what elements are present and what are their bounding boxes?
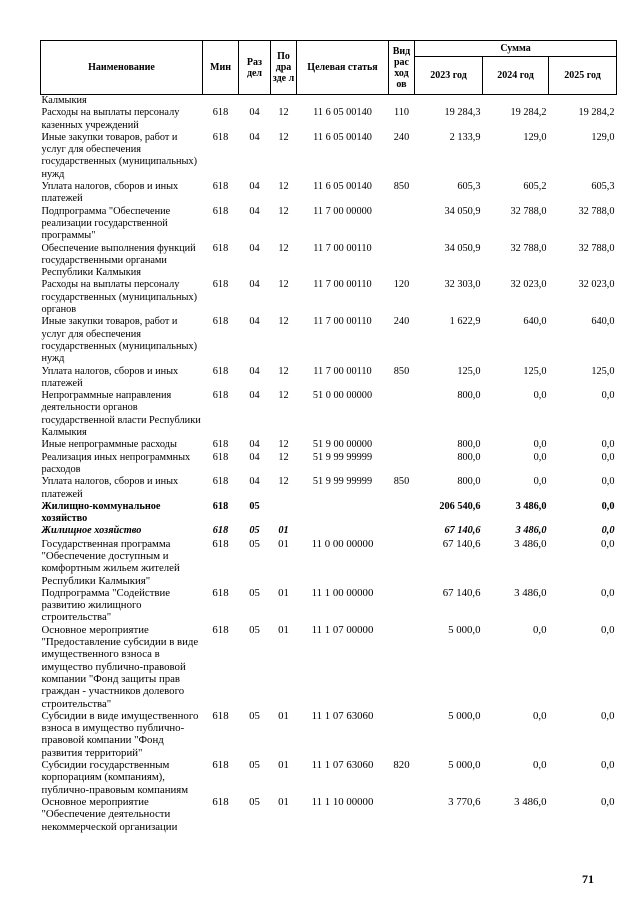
cell-min: 618 [212, 623, 229, 636]
cell-v2: 0,0 [533, 390, 547, 402]
cell-v3: 605,3 [591, 181, 615, 193]
cell-vr [389, 624, 415, 710]
cell-pr: 12 [278, 390, 289, 402]
cell-rz: 04 [249, 279, 260, 291]
cell-name: Обеспечение выполнения функций государственными органами Республики Калмыкия [41, 242, 196, 279]
cell-cs: 11 7 00 00110 [313, 365, 372, 377]
cell-vr [389, 538, 415, 587]
cell-vr [389, 710, 415, 759]
cell-v1: 67 140,6 [442, 537, 481, 550]
cell-v3: 0,0 [601, 525, 615, 537]
cell-name: Реализация иных непрограммных расходов [41, 451, 191, 475]
table-row [41, 243, 617, 280]
header-vid: Вид рас ход ов [389, 41, 415, 95]
cell-v1: 34 050,9 [444, 205, 481, 217]
cell-vr [389, 95, 415, 108]
cell-v2: 3 486,0 [514, 795, 547, 808]
cell-rz: 04 [249, 205, 260, 217]
cell-vr: 120 [393, 279, 410, 291]
cell-v3: 0,0 [601, 390, 615, 402]
cell-v3: 0,0 [601, 586, 615, 599]
cell-vr: 850 [393, 476, 410, 488]
cell-pr: 01 [278, 525, 289, 537]
cell-min: 618 [212, 795, 229, 808]
table-row [41, 759, 617, 796]
cell-pr: 12 [278, 439, 289, 451]
cell-v1: 67 140,6 [444, 525, 481, 537]
header-2024: 2024 год [483, 57, 549, 95]
cell-vr: 850 [393, 181, 410, 193]
cell-rz: 05 [249, 586, 260, 599]
cell-v1: 67 140,6 [442, 586, 481, 599]
table-body [41, 95, 617, 833]
cell-v3: 0,0 [601, 476, 615, 488]
cell-rz: 05 [249, 525, 260, 537]
cell-vr [389, 587, 415, 624]
cell-min: 618 [212, 476, 229, 488]
cell-pr: 12 [278, 476, 289, 488]
cell-v2 [483, 95, 549, 108]
cell-name: Субсидии в виде имущественного взноса в имущество публично-правовой компании "Фонд развития территорий" [41, 709, 199, 759]
table-row [41, 796, 617, 833]
cell-v3: 32 788,0 [578, 205, 615, 217]
cell-min: 618 [212, 131, 229, 143]
cell-rz: 04 [249, 181, 260, 193]
cell-pr: 12 [278, 107, 289, 119]
cell-v2: 3 486,0 [515, 500, 547, 512]
cell-vr [389, 452, 415, 477]
cell-cs: 11 1 10 00000 [311, 795, 374, 808]
cell-v3: 125,0 [591, 365, 615, 377]
cell-v3: 0,0 [601, 451, 615, 463]
cell-vr [389, 243, 415, 280]
cell-rz: 05 [249, 709, 260, 722]
cell-min: 618 [212, 242, 229, 254]
cell-vr [389, 501, 415, 526]
cell-rz: 04 [249, 131, 260, 143]
cell-pr: 12 [278, 242, 289, 254]
cell-pr: 12 [278, 316, 289, 328]
cell-cs: 11 6 05 00140 [313, 181, 372, 193]
cell-v1: 5 000,0 [448, 709, 481, 722]
cell-vr [389, 390, 415, 439]
cell-name: Иные закупки товаров, работ и услуг для обеспечения государственных (муниципальных) нужд [41, 316, 198, 365]
cell-cs: 11 1 00 00000 [311, 586, 374, 599]
cell-name: Расходы на выплаты персоналу казенных учреждений [41, 107, 180, 131]
cell-min: 618 [212, 390, 229, 402]
cell-v1: 2 133,9 [449, 131, 481, 143]
cell-v2: 605,2 [523, 181, 547, 193]
cell-cs: 11 1 07 63060 [311, 709, 374, 722]
cell-v1: 800,0 [457, 476, 481, 488]
cell-pr: 01 [278, 623, 289, 636]
cell-vr: 240 [393, 131, 410, 143]
cell-v1: 800,0 [457, 390, 481, 402]
budget-table [40, 40, 617, 833]
cell-name: Основное мероприятие "Обеспечение деятельности некоммерческой организации [41, 795, 178, 833]
cell-min: 618 [212, 451, 229, 463]
cell-min: 618 [212, 107, 229, 119]
cell-cs: 11 7 00 00110 [313, 316, 372, 328]
cell-name: Жилищно-коммунальное хозяйство [41, 500, 161, 525]
cell-vr: 850 [393, 365, 410, 377]
table-row [41, 107, 617, 132]
table-row [41, 390, 617, 439]
cell-min: 618 [212, 279, 229, 291]
cell-rz: 04 [249, 476, 260, 488]
header-2025: 2025 год [549, 57, 617, 95]
cell-pr: 12 [278, 279, 289, 291]
cell-v2: 640,0 [523, 316, 547, 328]
cell-cs: 11 1 07 63060 [311, 759, 374, 772]
cell-v2: 3 486,0 [515, 525, 547, 537]
cell-v2: 3 486,0 [514, 537, 547, 550]
cell-rz: 04 [249, 365, 260, 377]
cell-min: 618 [212, 525, 229, 537]
cell-rz: 05 [249, 759, 260, 772]
cell-v2: 32 788,0 [510, 242, 547, 254]
cell-cs: 11 6 05 00140 [313, 131, 372, 143]
cell-v1: 19 284,3 [444, 107, 481, 119]
table-row [41, 366, 617, 391]
cell-rz: 04 [249, 242, 260, 254]
cell-v3: 0,0 [601, 500, 615, 512]
cell-v3 [549, 95, 617, 108]
cell-min: 618 [212, 181, 229, 193]
cell-name: Государственная программа "Обеспечение доступным и комфортным жильем жителей Республики Калмыкия" [41, 537, 180, 587]
cell-rz: 04 [249, 439, 260, 451]
cell-v1: 1 622,9 [449, 316, 481, 328]
cell-min: 618 [212, 365, 229, 377]
cell-v1: 206 540,6 [439, 500, 481, 512]
cell-cs: 51 9 00 00000 [312, 439, 373, 451]
cell-v2: 3 486,0 [514, 586, 547, 599]
cell-rz: 04 [249, 316, 260, 328]
cell-v2: 0,0 [533, 476, 547, 488]
cell-rz: 04 [249, 451, 260, 463]
cell-v3: 0,0 [601, 623, 615, 636]
cell-v1: 3 770,6 [448, 795, 481, 808]
header-sum: Сумма [415, 41, 617, 57]
table-row [41, 206, 617, 243]
cell-cs: 11 7 00 00110 [313, 279, 372, 291]
cell-v3: 0,0 [601, 795, 615, 808]
cell-pr: 12 [278, 205, 289, 217]
table-row [41, 181, 617, 206]
cell-v2: 19 284,2 [510, 107, 547, 119]
cell-rz: 04 [249, 107, 260, 119]
table-row [41, 452, 617, 477]
cell-vr [389, 206, 415, 243]
cell-v2: 0,0 [533, 451, 547, 463]
cell-v3: 0,0 [601, 709, 615, 722]
header-razdel: Раз дел [239, 41, 271, 95]
cell-name: Уплата налогов, сборов и иных платежей [41, 181, 179, 205]
cell-v3: 0,0 [601, 537, 615, 550]
header-2023: 2023 год [415, 57, 483, 95]
cell-vr [389, 525, 415, 537]
cell-pr: 01 [278, 795, 289, 808]
cell-name: Подпрограмма "Обеспечение реализации государственной программы" [41, 205, 171, 242]
cell-name: Основное мероприятие "Предоставление субсидии в виде имущественного взноса в имущество публично-правовой компании "Фонд защиты прав граждан - участников долевого строительства" [41, 623, 199, 710]
cell-v1: 5 000,0 [448, 623, 481, 636]
cell-name: Иные закупки товаров, работ и услуг для обеспечения государственных (муниципальных) нужд [41, 131, 198, 180]
cell-cs: 11 7 00 00000 [313, 205, 372, 217]
cell-v3: 0,0 [601, 759, 615, 772]
cell-pr: 01 [278, 759, 289, 772]
cell-rz: 05 [249, 623, 260, 636]
cell-v1: 800,0 [457, 439, 481, 451]
cell-pr: 01 [278, 709, 289, 722]
cell-pr: 12 [278, 451, 289, 463]
cell-v2: 129,0 [523, 131, 547, 143]
cell-min: 618 [212, 759, 229, 772]
cell-pr: 01 [278, 537, 289, 550]
cell-cs: 11 1 07 00000 [311, 623, 374, 636]
table-row [41, 279, 617, 316]
cell-name: Уплата налогов, сборов и иных платежей [41, 476, 179, 500]
cell-v2: 0,0 [533, 439, 547, 451]
cell-v2: 0,0 [533, 623, 547, 636]
cell-cs [297, 501, 389, 526]
cell-cs [297, 95, 389, 108]
cell-v2: 32 023,0 [510, 279, 547, 291]
cell-name: Иные непрограммные расходы [41, 439, 177, 451]
cell-vr: 110 [393, 107, 410, 119]
cell-v3: 640,0 [591, 316, 615, 328]
table-row [41, 525, 617, 537]
cell-v1: 5 000,0 [448, 759, 481, 772]
cell-cs [297, 525, 389, 537]
header-min: Мин [203, 41, 239, 95]
cell-v3: 32 023,0 [578, 279, 615, 291]
table-row [41, 587, 617, 624]
cell-v2: 125,0 [523, 365, 547, 377]
cell-min [203, 95, 239, 108]
cell-pr [271, 95, 297, 108]
cell-v3: 32 788,0 [578, 242, 615, 254]
cell-min: 618 [212, 205, 229, 217]
cell-name: Калмыкия [41, 95, 87, 106]
cell-pr: 12 [278, 131, 289, 143]
cell-name: Подпрограмма "Содействие развитию жилищного строительства" [41, 586, 171, 624]
cell-min: 618 [212, 500, 229, 512]
table-row [41, 501, 617, 526]
cell-vr [389, 796, 415, 833]
budget-table-page [40, 40, 616, 833]
cell-cs: 11 7 00 00110 [313, 242, 372, 254]
cell-v2: 0,0 [533, 709, 547, 722]
cell-cs: 11 0 00 00000 [311, 537, 374, 550]
cell-v3: 0,0 [601, 439, 615, 451]
cell-vr [389, 439, 415, 451]
cell-rz: 05 [249, 500, 260, 512]
cell-rz: 05 [249, 795, 260, 808]
cell-v1: 605,3 [457, 181, 481, 193]
cell-vr: 820 [393, 759, 410, 772]
cell-cs: 11 6 05 00140 [313, 107, 372, 119]
cell-cs: 51 9 99 99999 [312, 476, 373, 488]
cell-name: Жилищное хозяйство [41, 525, 142, 537]
cell-v3: 129,0 [591, 131, 615, 143]
cell-v1 [415, 95, 483, 108]
cell-name: Субсидии государственным корпорациям (компаниям), публично-правовым компаниям [41, 759, 189, 796]
cell-vr: 240 [393, 316, 410, 328]
cell-min: 618 [212, 586, 229, 599]
cell-v1: 34 050,9 [444, 242, 481, 254]
table-row [41, 95, 617, 108]
table-row [41, 439, 617, 451]
cell-v1: 800,0 [457, 451, 481, 463]
cell-cs: 51 0 00 00000 [312, 390, 373, 402]
cell-min: 618 [212, 709, 229, 722]
cell-v1: 32 303,0 [444, 279, 481, 291]
cell-v1: 125,0 [457, 365, 481, 377]
cell-v3: 19 284,2 [578, 107, 615, 119]
header-podrazdel: По дра зде л [271, 41, 297, 95]
cell-v2: 32 788,0 [510, 205, 547, 217]
cell-min: 618 [212, 537, 229, 550]
header-target: Целевая статья [297, 41, 389, 95]
cell-v2: 0,0 [533, 759, 547, 772]
table-row [41, 132, 617, 181]
table-row [41, 476, 617, 501]
cell-name: Непрограммные направления деятельности органов государственной власти Республики Калмыкия [41, 390, 201, 439]
header-name: Наименование [41, 41, 203, 95]
cell-pr: 01 [278, 586, 289, 599]
table-row [41, 316, 617, 365]
cell-rz: 04 [249, 390, 260, 402]
page-number: 71 [582, 872, 594, 886]
table-row [41, 710, 617, 759]
cell-rz [239, 95, 271, 108]
table-row [41, 624, 617, 710]
cell-name: Расходы на выплаты персоналу государственных (муниципальных) органов [41, 279, 198, 316]
cell-cs: 51 9 99 99999 [312, 451, 373, 463]
cell-pr: 12 [278, 365, 289, 377]
table-row [41, 538, 617, 587]
cell-pr [271, 501, 297, 526]
cell-min: 618 [212, 316, 229, 328]
cell-name: Уплата налогов, сборов и иных платежей [41, 365, 179, 389]
cell-min: 618 [212, 439, 229, 451]
cell-pr: 12 [278, 181, 289, 193]
cell-rz: 05 [249, 537, 260, 550]
